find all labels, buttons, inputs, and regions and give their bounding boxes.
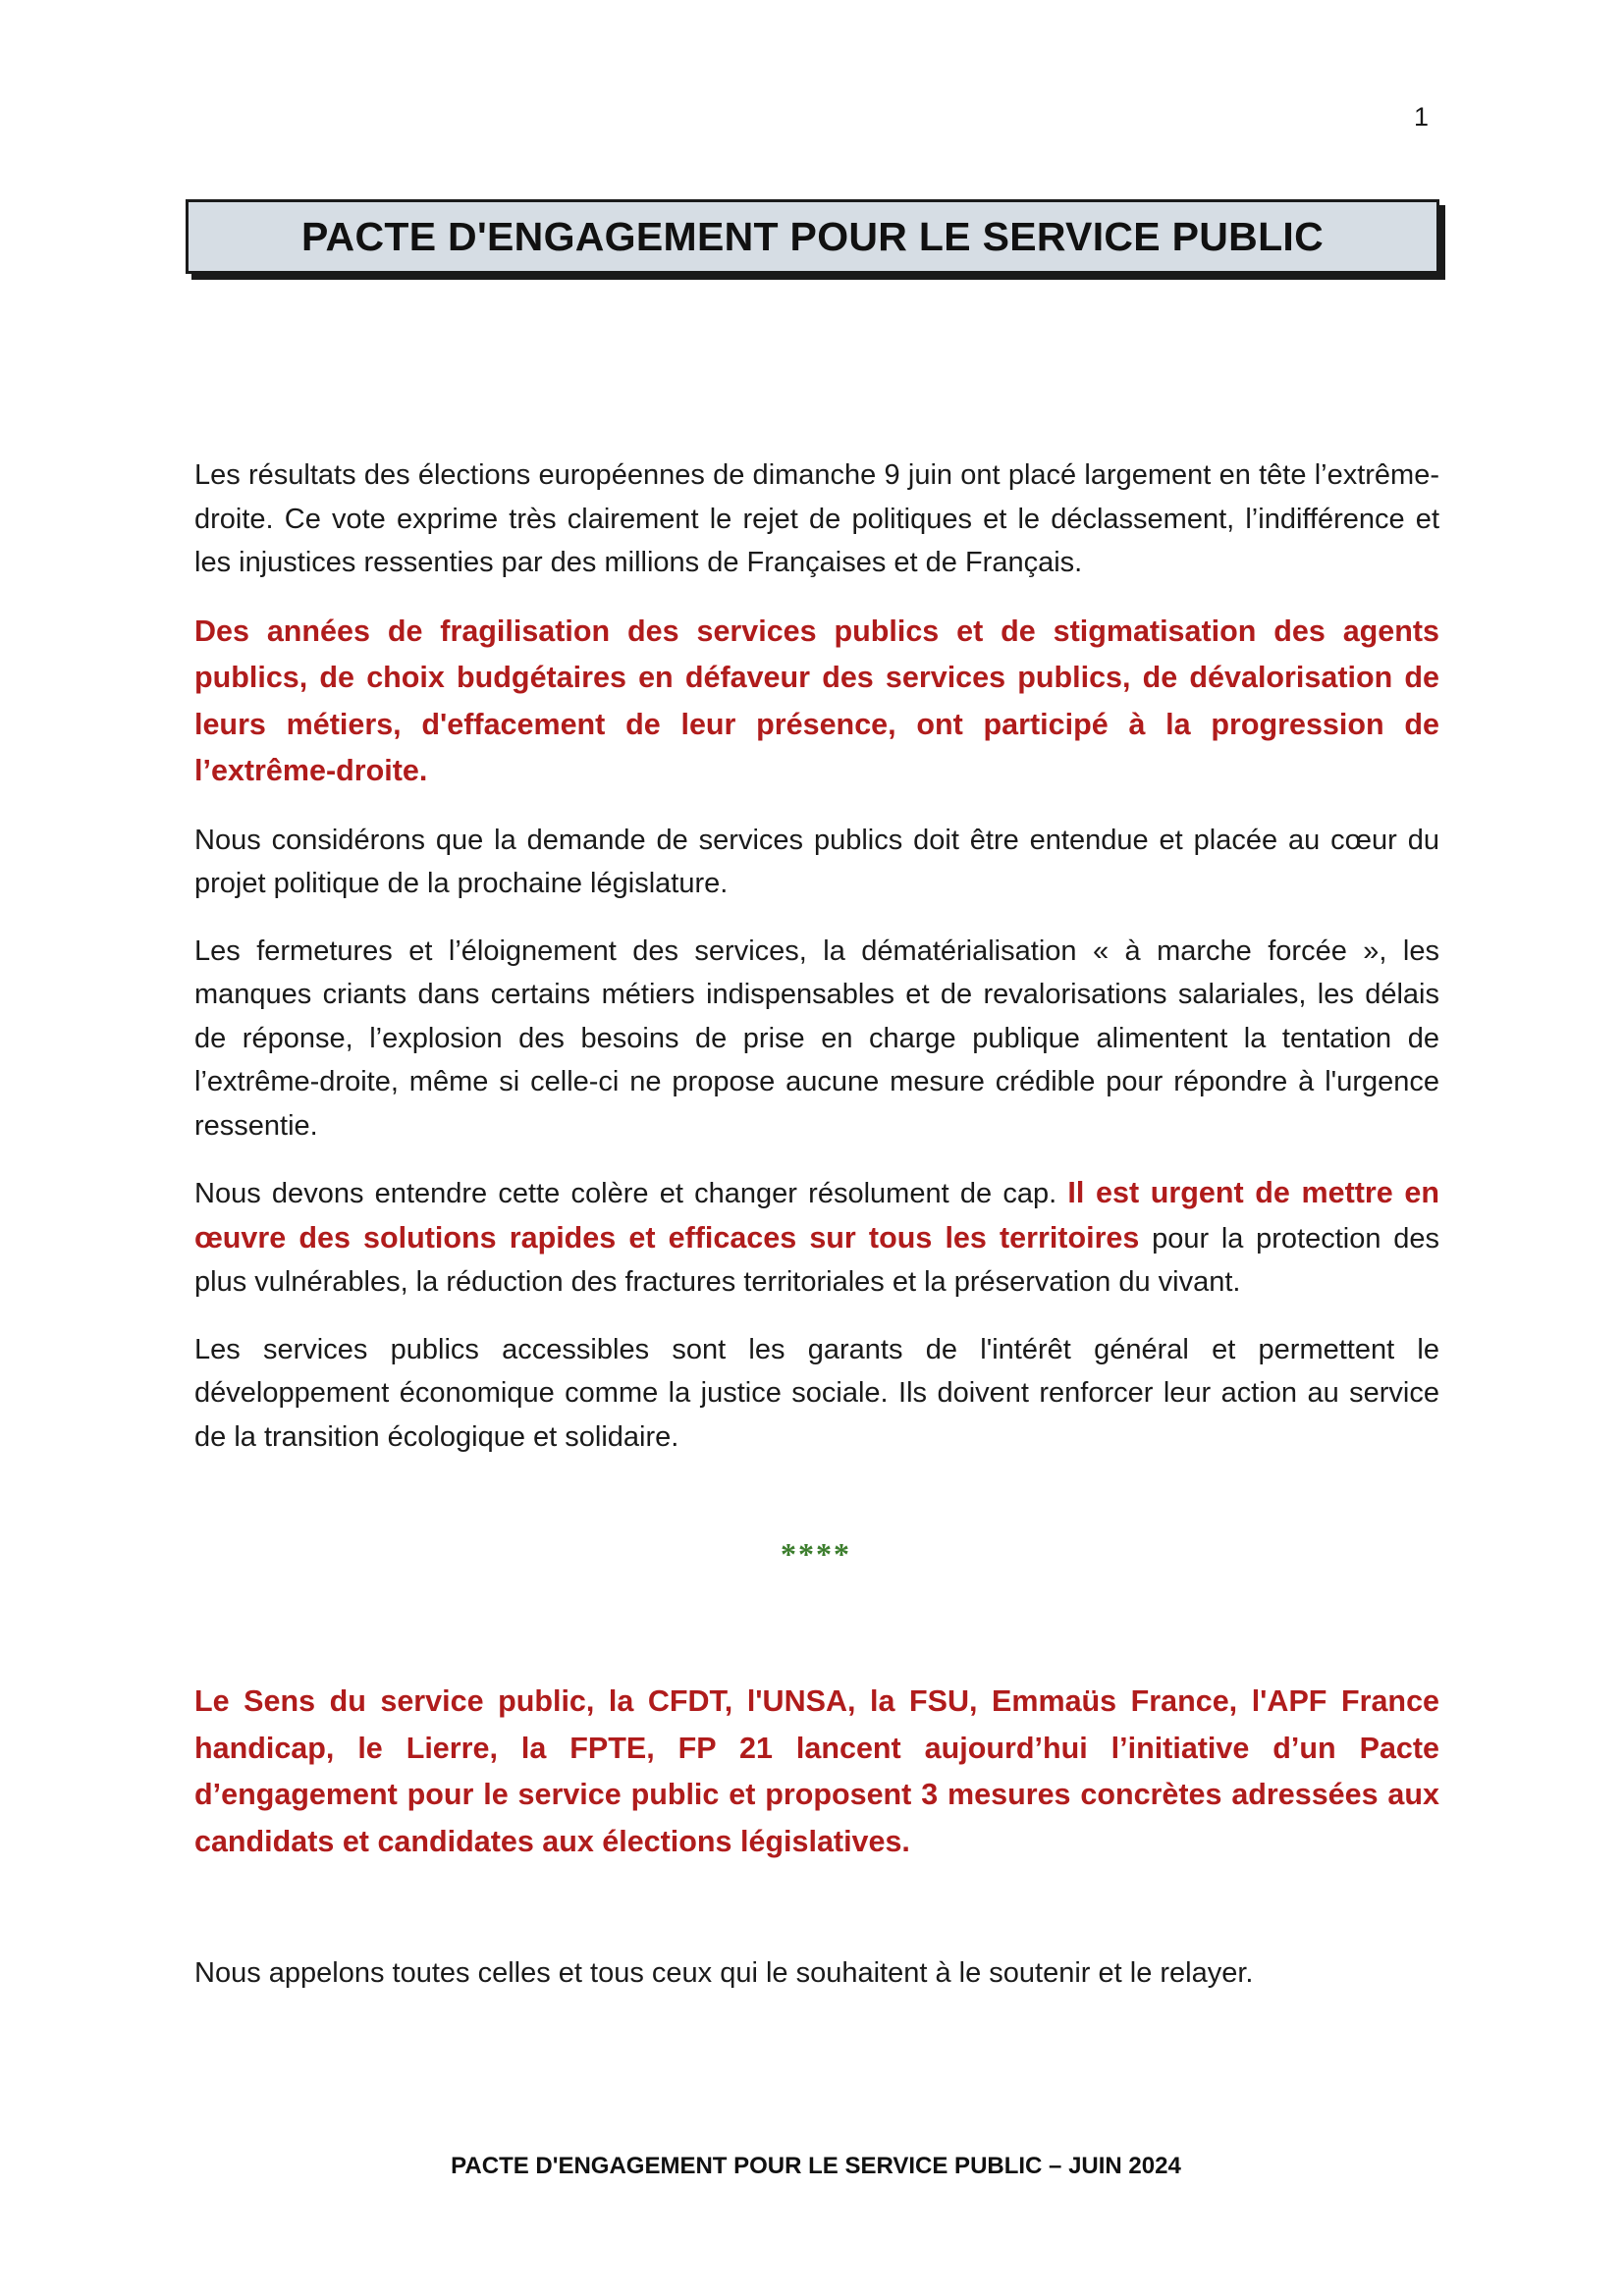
paragraph-election-results: Les résultats des élections européennes de dimanche 9 juin ont placé largement en tête l’extrême-droite. Ce vote exprime très clairement le rejet de politiques et le déclassement, l’indifférence et les injustices ressenties par des millions de Françaises et de Français. (194, 459, 1439, 578)
paragraph-closures: Les fermetures et l’éloignement des services, la dématérialisation « à marche forcée », les manques criants dans certains métiers indispensables et de revalorisations salariales, les délais de réponse, l’explosion des besoins de prise en charge publique alimentent la tentation de l’extrême-droite, même si celle-ci ne propose aucune mesure crédible pour répondre à l'urgence ressentie. (194, 934, 1439, 1142)
paragraph-demand: Nous considérons que la demande de services publics doit être entendue et placée au cœur du projet politique de la prochaine législature. (194, 824, 1439, 899)
paragraph-public-services: Les services publics accessibles sont les garants de l'intérêt général et permettent le développement économique comme la justice sociale. Ils doivent renforcer leur action au service de la transition écologique et solidaire. (194, 1333, 1439, 1453)
separator-stars: **** (781, 1536, 851, 1572)
closing-section (194, 1679, 1439, 1889)
paragraph-urgency (194, 1171, 1439, 1305)
page-title: PACTE D'ENGAGEMENT POUR LE SERVICE PUBLIC (300, 213, 1325, 259)
call-section (194, 1951, 1439, 2019)
paragraph-signatories: Le Sens du service public, la CFDT, l'UNSA, la FSU, Emmaüs France, l'APF France handicap, le Lierre, la FPTE, FP 21 lancent aujourd’hui l’initiative d’un Pacte d’engagement pour le service public et proposent 3 mesures concrètes adressées aux candidats et candidates aux élections législatives. (194, 1684, 1439, 1858)
urgency-text-highlight: Il est urgent de mettre en œuvre des solutions rapides et efficaces sur tous les territoires (194, 1176, 1440, 1255)
paragraph-call: Nous appelons toutes celles et tous ceux qui le souhaitent à le soutenir et le relayer. (194, 1957, 1254, 1989)
body-content (194, 454, 1439, 1482)
title-box (186, 199, 1439, 274)
page-number: 1 (1414, 102, 1430, 132)
paragraph-fragilisation: Des années de fragilisation des services publics et de stigmatisation des agents publics, de choix budgétaires en défaveur des services publics, de dévalorisation de leurs métiers, d'effacement de leur présence, ont participé à la progression de l’extrême-droite. (194, 614, 1439, 787)
urgency-text-end: pour la protection des plus vulnérables, la réduction des fractures territoriales et la préservation du vivant. (194, 1222, 1439, 1298)
page-footer: PACTE D'ENGAGEMENT POUR LE SERVICE PUBLIC – JUIN 2024 (451, 2153, 1181, 2179)
urgency-text-start: Nous devons entendre cette colère et changer résolument de cap. (194, 1178, 1068, 1209)
